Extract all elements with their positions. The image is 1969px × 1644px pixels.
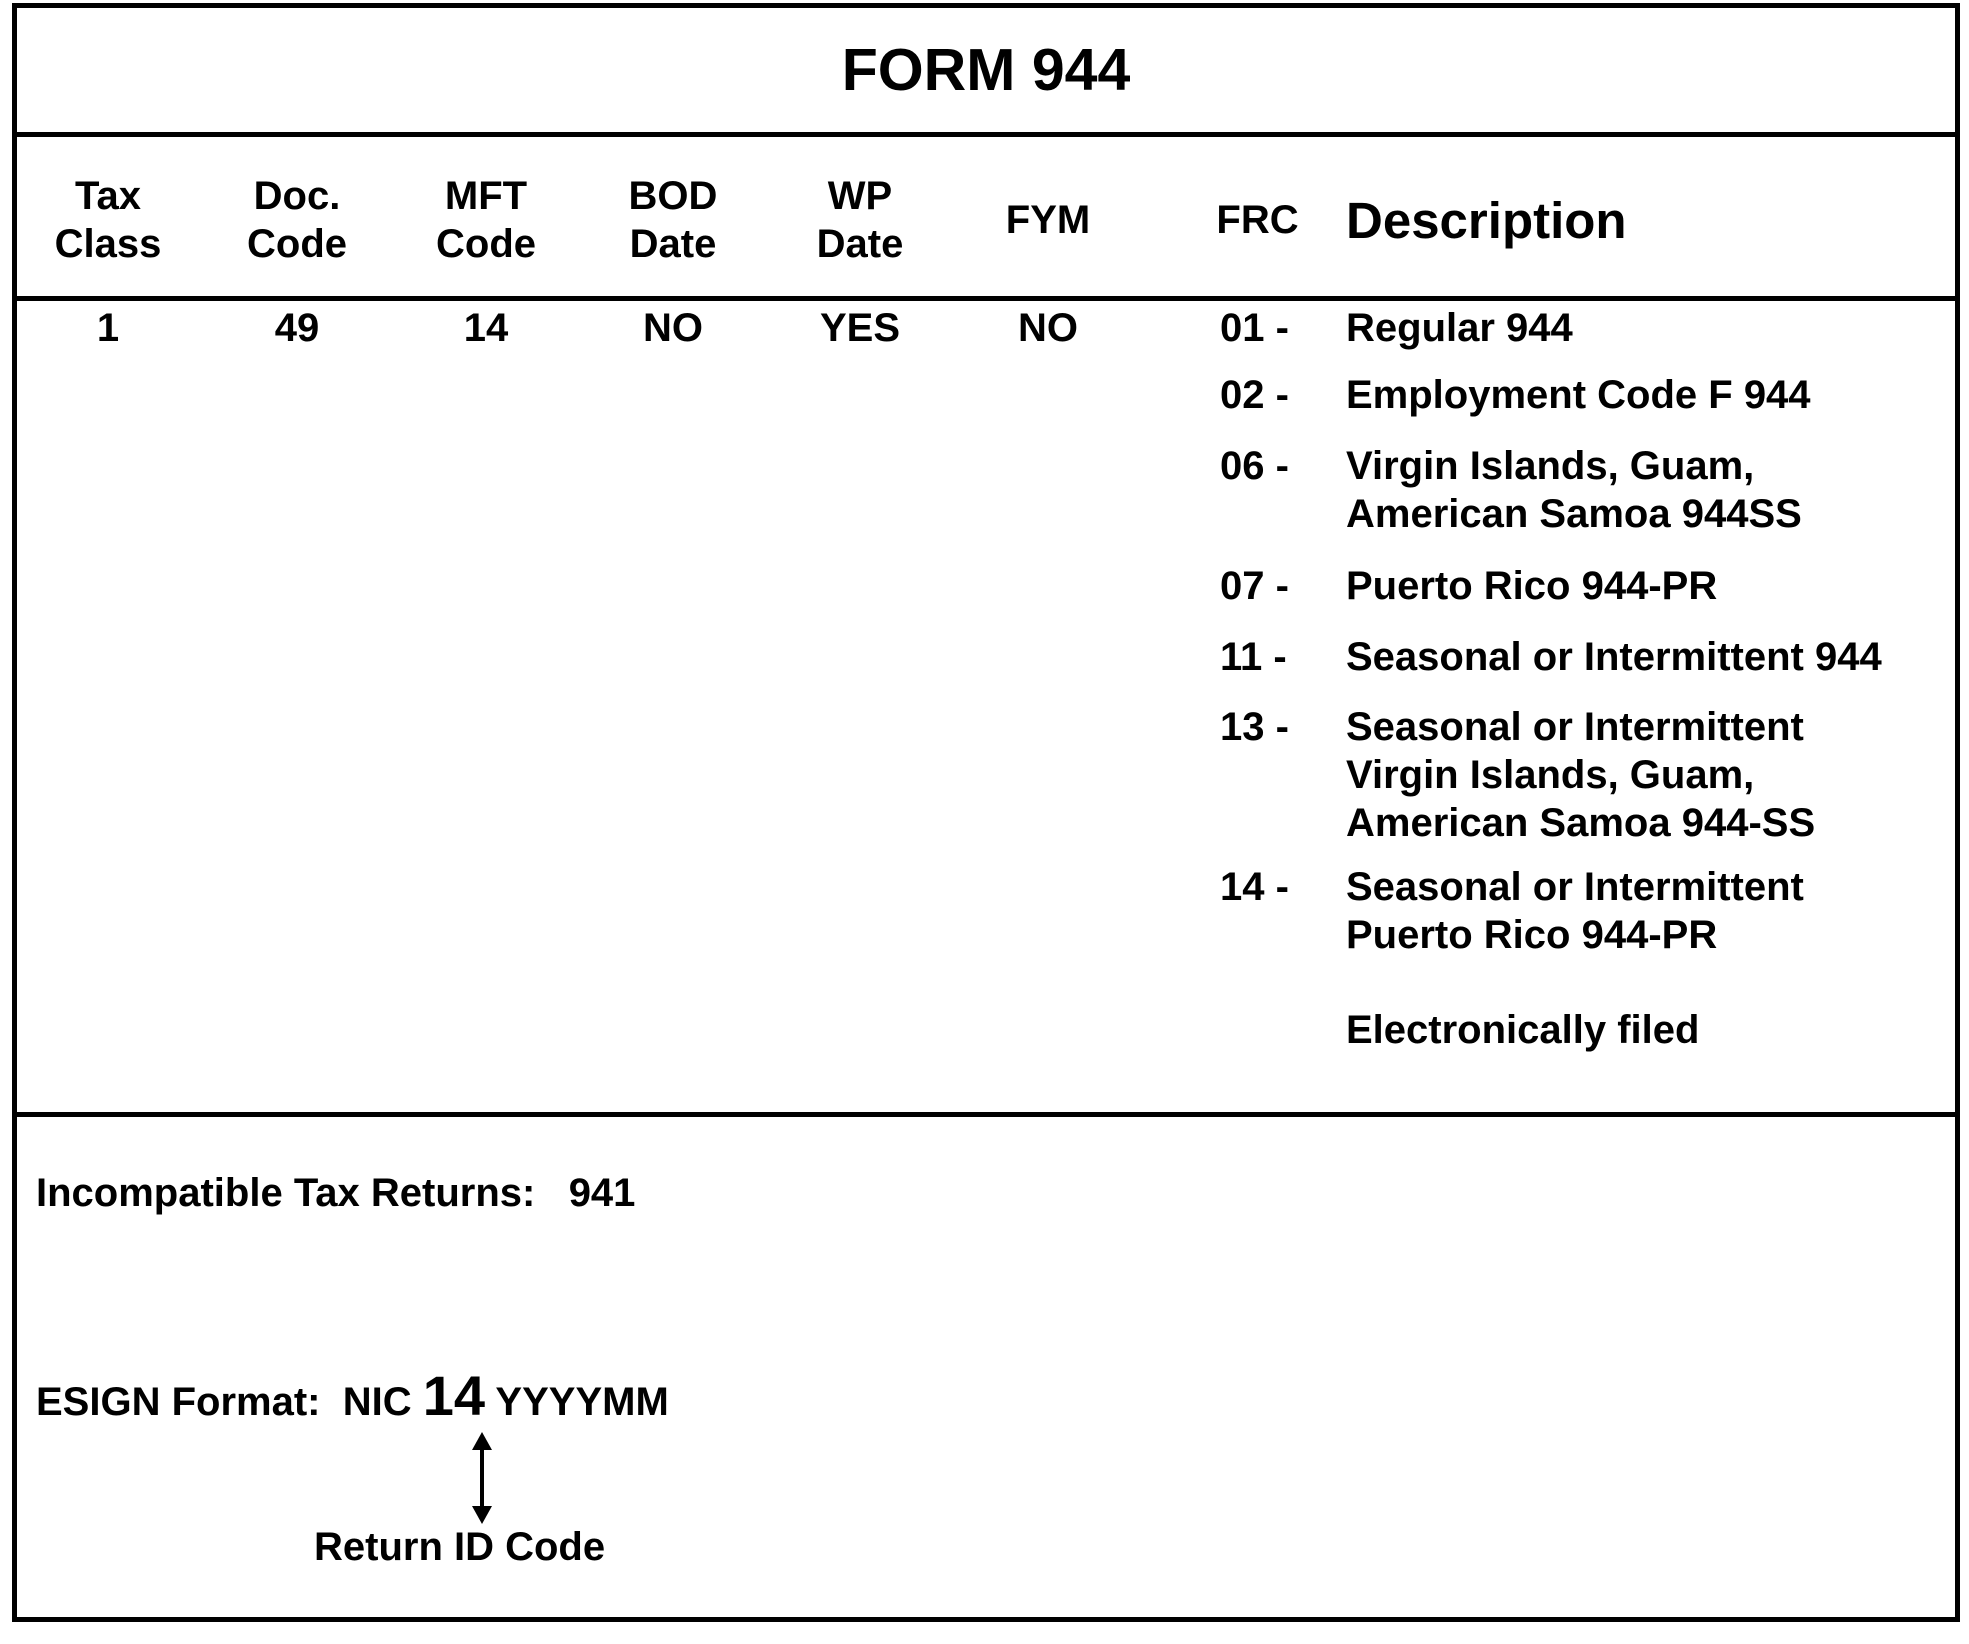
frc-description: Virgin Islands, Guam, American Samoa 944SS — [1346, 444, 1802, 536]
frc-code: 02 - — [1220, 373, 1289, 417]
frc-code: 06 - — [1220, 444, 1289, 488]
double-arrow-icon — [470, 1432, 494, 1524]
frc-description: Employment Code F 944 — [1346, 373, 1811, 417]
header-doc-code: Doc. Code — [247, 174, 347, 266]
frc-description: Seasonal or Intermittent Puerto Rico 944-PR — [1346, 865, 1804, 957]
frc-description: Seasonal or Intermittent 944 — [1346, 635, 1882, 679]
frc-code: 13 - — [1220, 705, 1289, 749]
incompatible-returns — [36, 1169, 635, 1217]
esign-suffix: YYYYMM — [495, 1380, 669, 1424]
header-bod-date: BOD Date — [628, 174, 718, 266]
value-wp-date: YES — [819, 306, 901, 350]
frc-description: Seasonal or Intermittent Virgin Islands, Guam, American Samoa 944-SS — [1346, 705, 1816, 845]
divider-title — [12, 132, 1960, 137]
divider-footer — [12, 1112, 1960, 1117]
incompatible-label: Incompatible Tax Returns: — [36, 1171, 536, 1215]
header-wp-date: WP Date — [816, 174, 904, 266]
value-fym: NO — [1018, 306, 1078, 350]
frc-code: 07 - — [1220, 564, 1289, 608]
header-description: Description — [1346, 192, 1627, 249]
value-doc-code: 49 — [274, 306, 320, 350]
incompatible-value: 941 — [568, 1171, 636, 1215]
header-frc: FRC — [1216, 198, 1299, 242]
return-id-label: Return ID Code — [314, 1525, 606, 1569]
divider-header — [12, 296, 1960, 301]
esign-format — [36, 1364, 669, 1427]
value-tax-class: 1 — [96, 306, 120, 350]
value-bod-date: NO — [643, 306, 703, 350]
esign-label: ESIGN Format: — [36, 1380, 321, 1424]
esign-code: 14 — [422, 1364, 486, 1427]
frc-description: Puerto Rico 944-PR — [1346, 564, 1718, 608]
value-mft-code: 14 — [463, 306, 509, 350]
frc-code: 14 - — [1220, 865, 1289, 909]
header-tax-class: Tax Class — [54, 174, 162, 266]
esign-prefix: NIC — [342, 1380, 412, 1424]
frc-code: 11 - — [1220, 635, 1287, 679]
frc-description: Regular 944 — [1346, 306, 1573, 350]
electronic-note: Electronically filed — [1346, 1008, 1700, 1052]
form-title: FORM 944 — [841, 37, 1131, 103]
header-mft-code: MFT Code — [436, 174, 536, 266]
header-fym: FYM — [1005, 198, 1091, 242]
frc-code: 01 - — [1220, 306, 1289, 350]
